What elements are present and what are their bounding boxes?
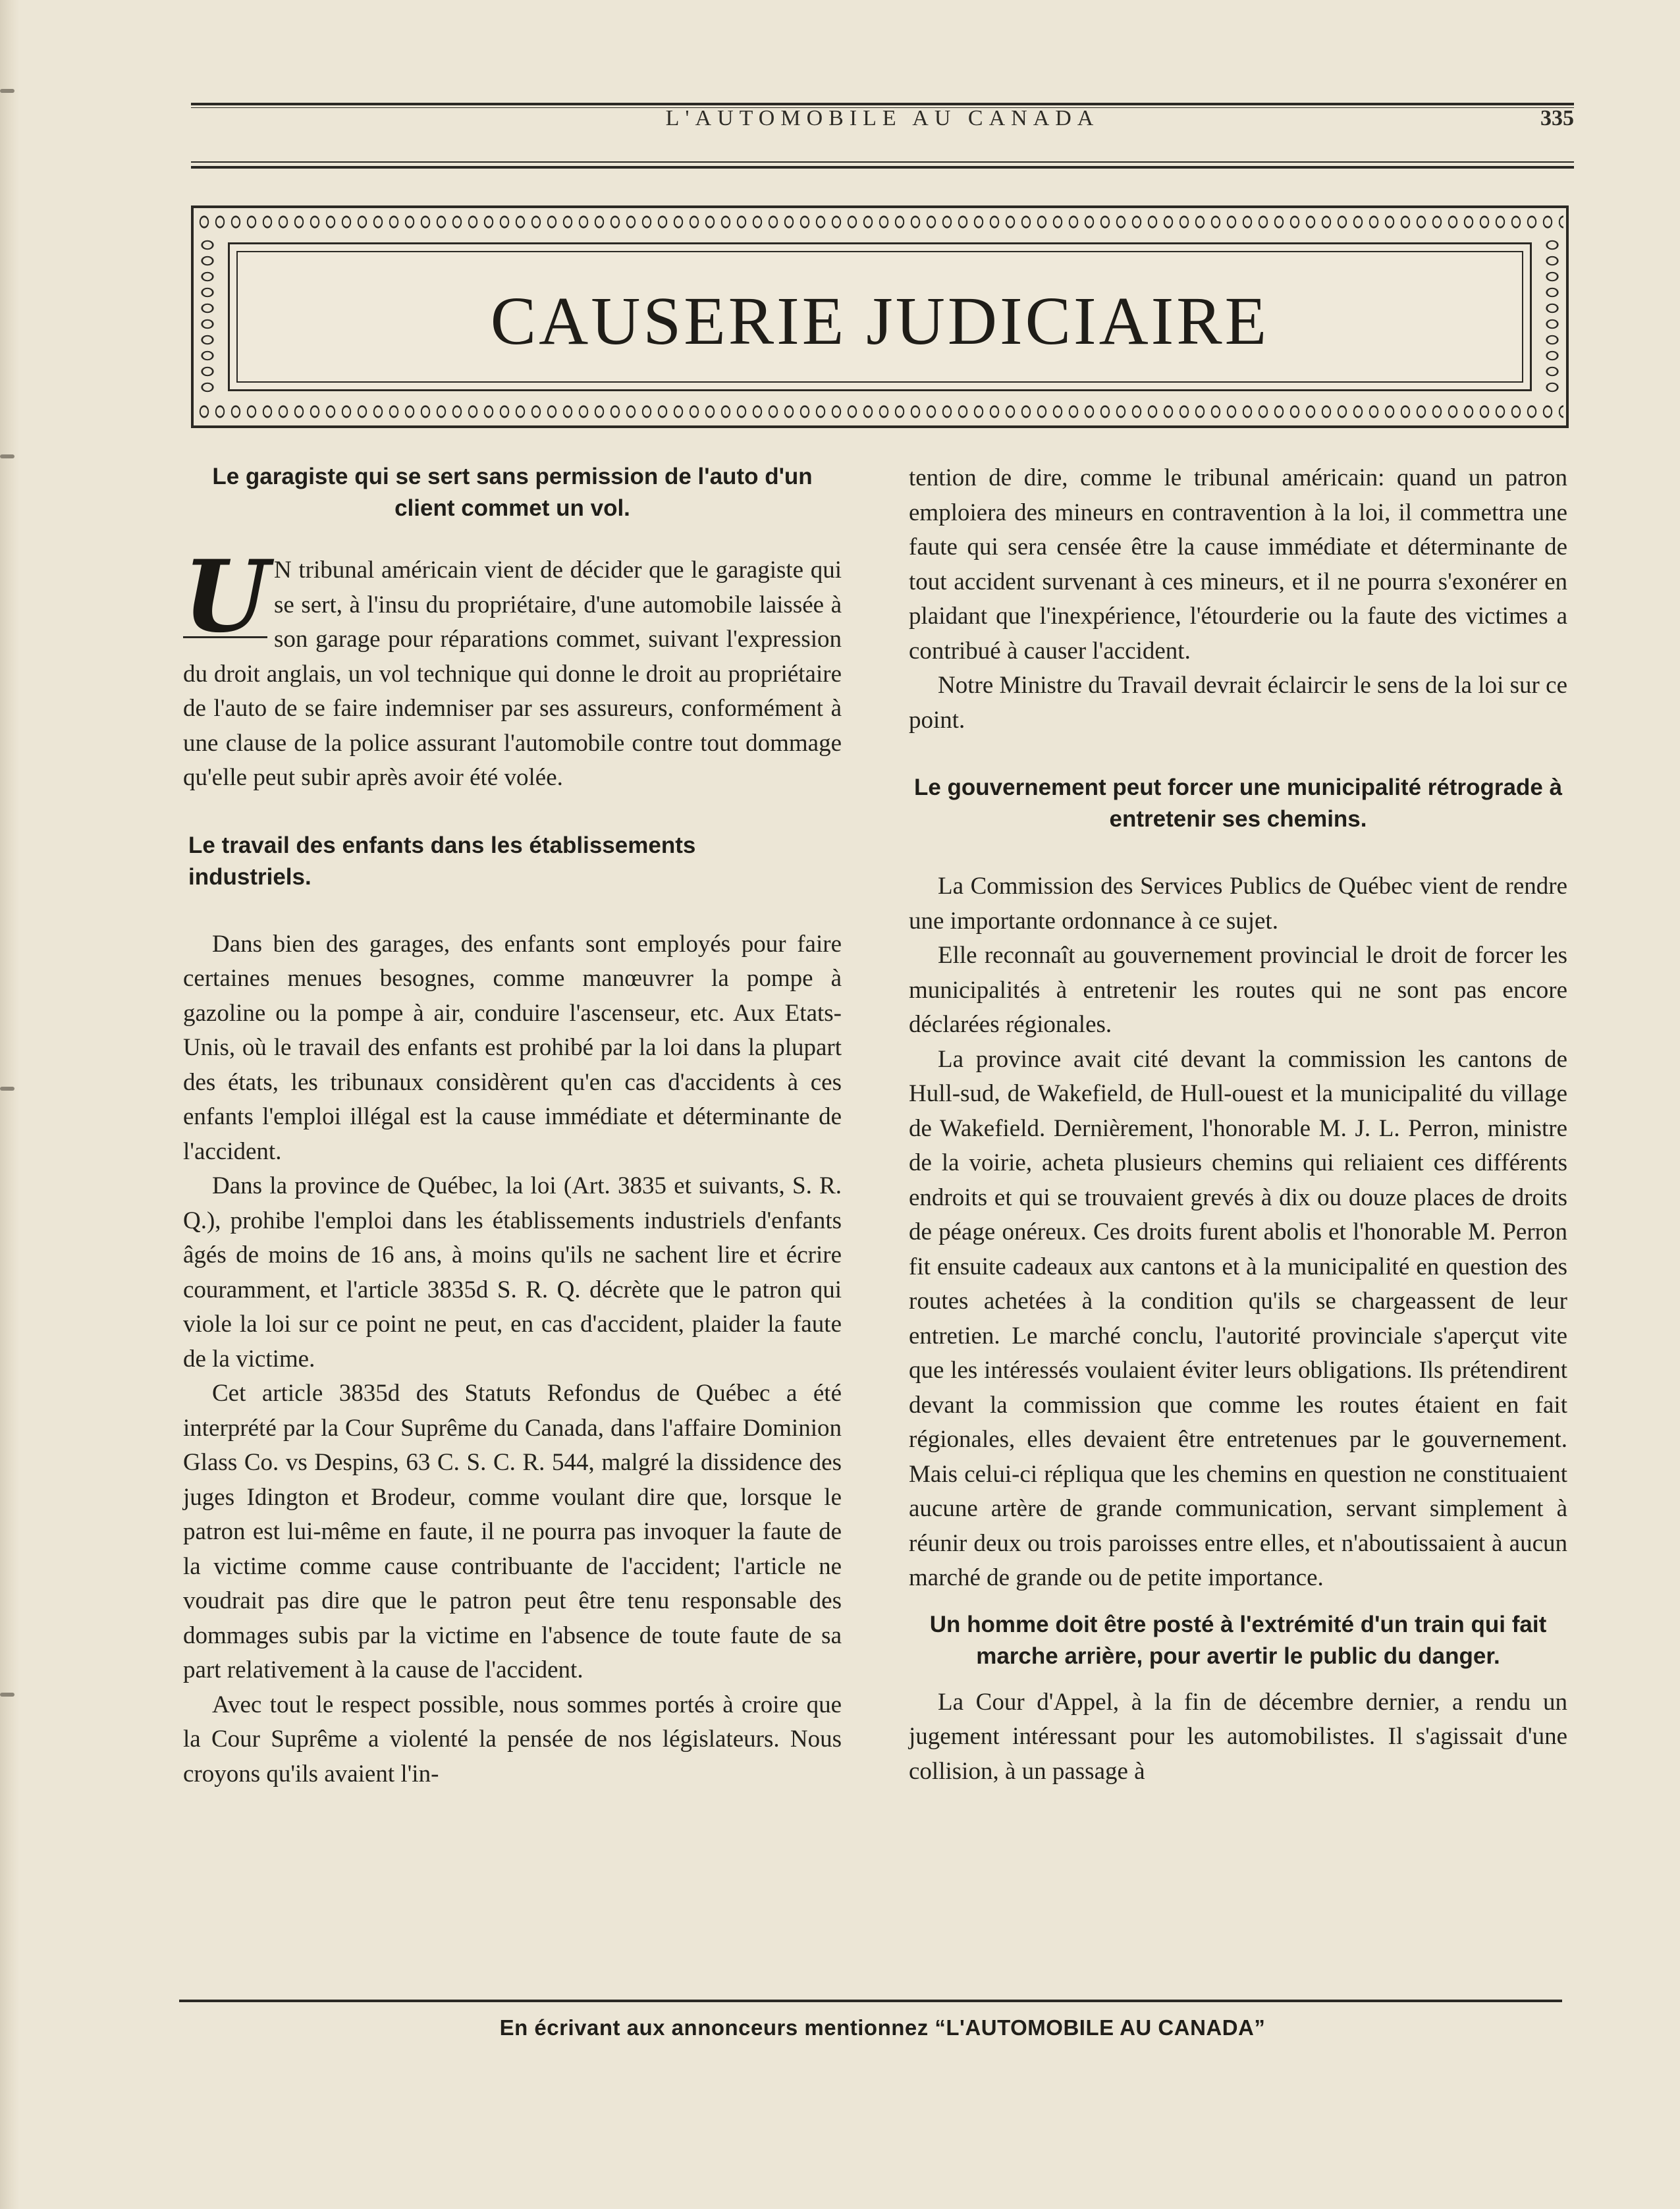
article-paragraph: La province avait cité devant la commission les cantons de Hull-sud, de Wakefield, de Hull-ouest et la municipalité du village de Wakefield. Dernièrement, l'honorable M. J. L. Perron, ministre de la voirie, acheta plusieurs chemins qui reliaient ces différents endroits et qui se trouvaient grevés à dix ou douze places de droits de péage onéreux. Ces droits furent abolis et l'honorable M. Perron fit ensuite cadeaux aux cantons et à la municipalité en question des routes achetées à la condition qu'ils se chargeassent de leur entretien. Le marché conclu, l'autorité provinciale s'aperçut vite que les intéressés voulaient éviter leurs obligations. Ils prétendirent devant la commission que comme les routes étaient en fait régionales, elles devaient être entretenues par le gouvernement. Mais celui-ci répliqua que les chemins en question ne constituaient aucune artère de grande communication, servant simplement à réunir deux ou trois paroisses entre elles, et n'aboutissaient à aucun marché de grande ou de petite importance.	[909, 1045, 1567, 1591]
binding-mark	[0, 1693, 14, 1697]
dropcap-letter: U	[183, 539, 269, 655]
article-paragraph: Elle reconnaît au gouvernement provincial le droit de forcer les municipalités à entretenir les routes qui ne sont pas encore déclarées régionales.	[909, 942, 1567, 1038]
page-number: 335	[1540, 106, 1574, 130]
article-heading-garagiste: Le garagiste qui se sert sans permission de l'auto d'un client commet un vol.	[212, 464, 813, 521]
banner-frame	[228, 242, 1532, 391]
article-heading-enfants: Le travail des enfants dans les établissements industriels.	[188, 832, 696, 890]
footer-rule	[179, 2000, 1562, 2002]
article-paragraph: Cet article 3835d des Statuts Refondus de Québec a été interprété par la Cour Suprême du Canada, dans l'affaire Dominion Glass Co. vs Despins, 63 C. S. C. R. 544, malgré la dissidence des juges Idington et Brodeur, comme voulant dire que, lorsque le patron est lui-même en faute, il ne pourra pas invoquer la faute de la victime comme cause contribuante de l'accident; l'article ne voudrait pas dire que le patron peut être tenu responsable des dommages subis par la victime en l'absence de toute faute de sa part relativement à la cause de l'accident.	[183, 1380, 842, 1683]
article-paragraph: Dans bien des garages, des enfants sont employés pour faire certaines menues besognes, comme manœuvrer la pompe à gazoline ou la pompe à air, conduire l'ascenseur, etc. Aux Etats-Unis, où le travail des enfants est prohibé par la loi dans la plupart des états, les tribunaux considèrent qu'en cas d'accidents à ces enfants l'emploi illégal est la cause immédiate et déterminante de l'accident.	[183, 930, 842, 1165]
header-bottom-rule-thick	[191, 166, 1574, 169]
article-paragraph: Notre Ministre du Travail devrait éclaircir le sens de la loi sur ce point.	[909, 672, 1567, 734]
ornament-border-left	[196, 237, 219, 396]
header-bottom-rule	[191, 161, 1574, 163]
article-paragraph: tention de dire, comme le tribunal américain: quand un patron emploiera des mineurs en contravention à la loi, il commettra une faute qui sera censée être la cause immédiate et déterminante de tout accident survenant à ces mineurs, et il ne pourra s'exonérer en plaidant que l'inexpérience, l'étourderie ou la faute des victimes a contribué à causer l'accident.	[909, 464, 1567, 665]
binding-mark	[0, 454, 14, 458]
article-paragraph: Avec tout le respect possible, nous sommes portés à croire que la Cour Suprême a violenté la pensée de nos législateurs. Nous croyons qu'ils avaient l'in-	[183, 1691, 842, 1787]
article-paragraph: La Cour d'Appel, à la fin de décembre dernier, a rendu un jugement intéressant pour les automobilistes. Il s'agissait d'une collision, à un passage à	[909, 1688, 1567, 1785]
ornament-border-right	[1541, 237, 1563, 396]
page-edge	[0, 0, 20, 2209]
binding-mark	[0, 89, 14, 93]
article-paragraph: Dans la province de Québec, la loi (Art. 3835 et suivants, S. R. Q.), prohibe l'emploi dans les établissements industriels d'enfants âgés de moins de 16 ans, à moins qu'ils ne sachent lire et écrire couramment, et l'article 3835d S. R. Q. décrète que le patron qui viole la loi sur ce point ne peut, en cas d'accident, plaider la faute de la victime.	[183, 1172, 842, 1373]
banner-title: CAUSERIE JUDICIAIRE	[490, 283, 1270, 359]
running-title: L'AUTOMOBILE AU CANADA	[665, 106, 1100, 130]
article-paragraph: La Commission des Services Publics de Québec vient de rendre une importante ordonnance à ce sujet.	[909, 873, 1567, 935]
article-heading-gouvernement: Le gouvernement peut forcer une municipalité rétrograde à entretenir ses chemins.	[913, 775, 1563, 832]
ornament-border-bottom	[196, 400, 1563, 423]
section-banner	[191, 205, 1569, 428]
left-column	[183, 461, 842, 1791]
binding-mark	[0, 1087, 14, 1091]
article-text: N tribunal américain vient de décider que le garagiste qui se sert, à l'insu du propriétaire, d'une automobile laissée à son garage pour réparations commet, suivant l'expression du droit anglais, un vol technique qui donne le droit au propriétaire de l'auto de se faire indemniser par ses assureurs, conformément à une clause de la police assurant l'automobile contre tout dommage qu'elle peut subir après avoir été volée.	[183, 557, 842, 791]
header-top-rule	[191, 103, 1574, 105]
footer-note: En écrivant aux annonceurs mentionnez “L'AUTOMOBILE AU CANADA”	[499, 2015, 1266, 2040]
article-paragraph	[183, 539, 842, 796]
right-column	[909, 461, 1567, 1789]
ornament-border-top	[196, 211, 1563, 233]
article-heading-train: Un homme doit être posté à l'extrémité d'un train qui fait marche arrière, pour avertir le public du danger.	[929, 1611, 1547, 1669]
